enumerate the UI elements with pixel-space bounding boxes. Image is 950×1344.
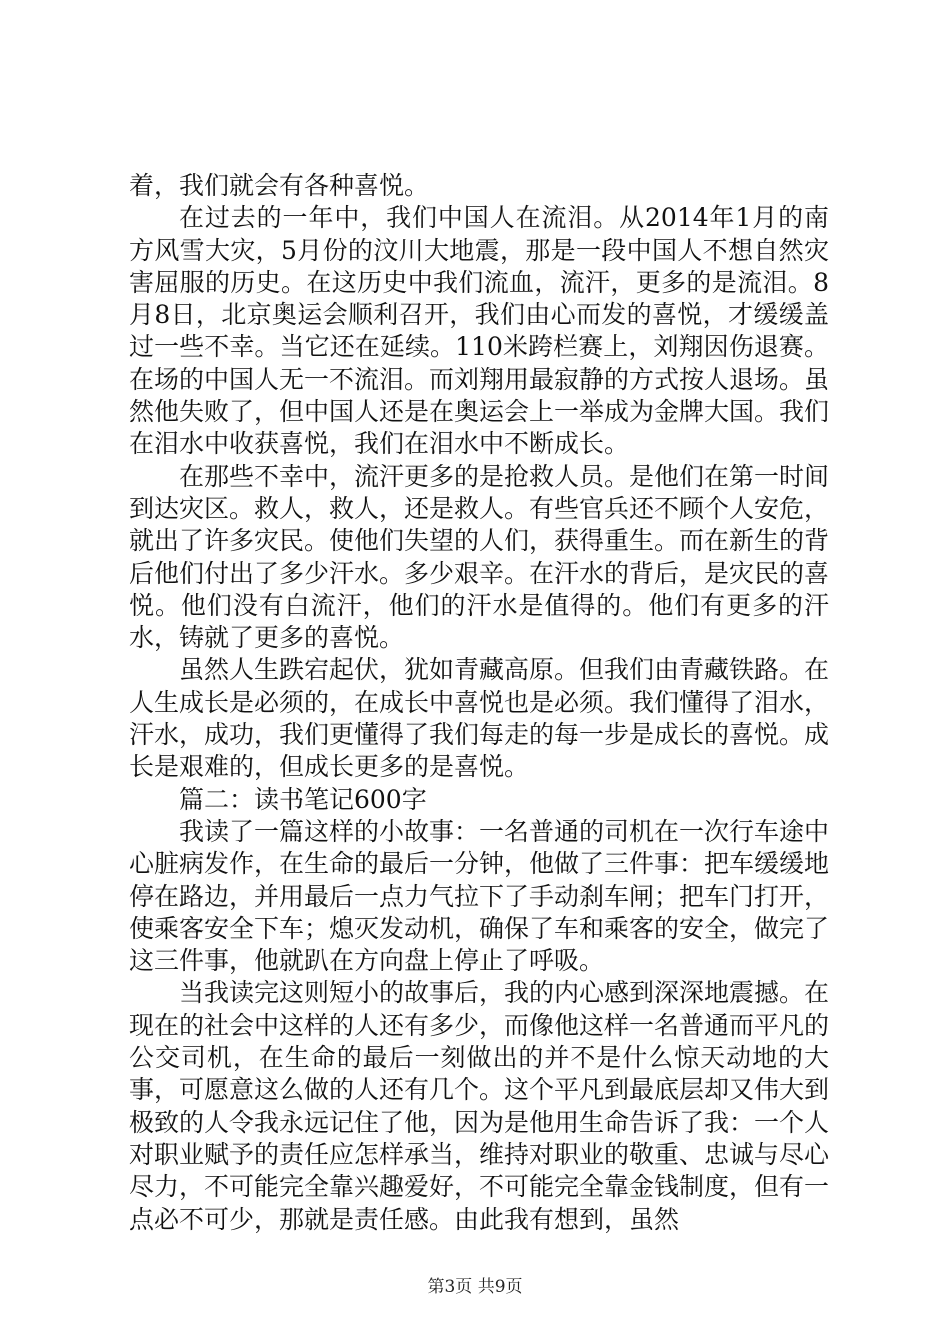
document-body <box>129 170 829 1236</box>
paragraph-continuation: 着，我们就会有各种喜悦。 <box>129 171 430 200</box>
paragraph-growth: 虽然人生跌宕起伏，犹如青藏高原。但我们由青藏铁路。在人生成长是必须的，在成长中喜悦也是必须。我们懂得了泪水，汗水，成功，我们更懂得了我们每走的每一步是成长的喜悦。成长是艰难的，但成长更多的是喜悦。 <box>129 655 830 782</box>
page-number-footer: 第3页 共9页 <box>427 1277 523 1297</box>
paragraph-rescuers: 在那些不幸中，流汗更多的是抢救人员。是他们在第一时间到达灾区。救人，救人，还是救人。有些官兵还不顾个人安危，就出了许多灾民。使他们失望的人们，获得重生。而在新生的背后他们付出了多少汗水。多少艰辛。在汗水的背后，是灾民的喜悦。他们没有白流汗，他们的汗水是值得的。他们有更多的汗水，铸就了更多的喜悦。 <box>129 461 830 653</box>
paragraph-reflection: 当我读完这则短小的故事后，我的内心感到深深地震撼。在现在的社会中这样的人还有多少，而像他这样一名普通而平凡的公交司机，在生命的最后一刻做出的并不是什么惊天动地的大事，可愿意这么做的人还有几个。这个平凡到最底层却又伟大到极致的人令我永远记住了他，因为是他用生命告诉了我：一个人对职业赋予的责任应怎样承当，维持对职业的敬重、忠诚与尽心尽力，不可能完全靠兴趣爱好，不可能完全靠金钱制度，但有一点必不可少，那就是责任感。由此我有想到，虽然 <box>129 978 830 1234</box>
paragraph-driver-story: 我读了一篇这样的小故事：一名普通的司机在一次行车途中心脏病发作，在生命的最后一分钟，他做了三件事：把车缓缓地停在路边，并用最后一点力气拉下了手动刹车闸；把车门打开，使乘客安全下车；熄灭发动机，确保了车和乘客的安全，做完了这三件事，他就趴在方向盘上停止了呼吸。 <box>129 816 830 976</box>
paragraph-olympics: 在过去的一年中，我们中国人在流泪。从2014年1月的南方风雪大灾，5月份的汶川大地震，那是一段中国人不想自然灾害屈服的历史。在这历史中我们流血，流汗，更多的是流泪。8月8日，北京奥运会顺利召开，我们由心而发的喜悦，才缓缓盖过一些不幸。当它还在延续。110米跨栏赛上，刘翔因伤退赛。在场的中国人无一不流泪。而刘翔用最寂静的方式按人退场。虽然他失败了，但中国人还是在奥运会上一举成为金牌大国。我们在泪水中收获喜悦，我们在泪水中不断成长。 <box>129 203 830 459</box>
section-heading: 篇二：读书笔记600字 <box>179 784 427 814</box>
